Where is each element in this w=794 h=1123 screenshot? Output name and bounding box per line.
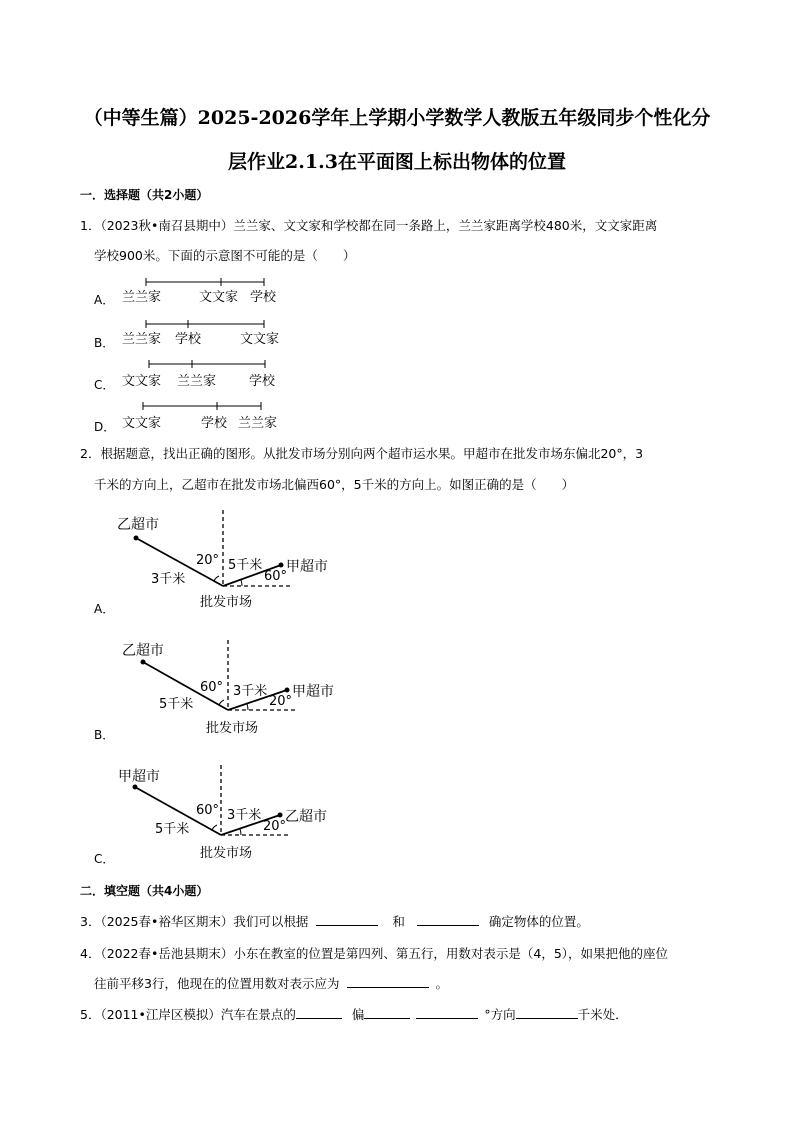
q2-a-right-dist: 5千米 (228, 558, 263, 573)
q1-option-a-label-2: 文文家 (199, 290, 239, 305)
q1-option-d-label-1: 文文家 (122, 416, 162, 431)
question-3 (80, 907, 589, 937)
q1-option-d-line (137, 400, 267, 412)
q2-option-b-letter[interactable]: B． (94, 728, 115, 742)
q2-a-right-angle: 60° (264, 569, 288, 584)
q2-c-left-angle: 60° (196, 803, 220, 818)
q3-blank-2[interactable] (417, 912, 479, 926)
q4-blank[interactable] (347, 974, 429, 988)
page-title-line1: （中等生篇）2025-2026学年上学期小学数学人教版五年级同步个性化分 (83, 107, 711, 129)
q3-text-3: 确定物体的位置。 (488, 914, 589, 929)
left-point (141, 660, 146, 665)
q5-text-1: 5．（2011•江岸区模拟）汽车在景点的 (80, 1007, 296, 1022)
q2-c-right-angle: 20° (263, 819, 287, 834)
question-2-line1: 2．根据题意，找出正确的图形。从批发市场分别向两个超市运水果。甲超市在批发市场东偏北20°，3 (80, 446, 644, 461)
q1-option-b-label-1: 兰兰家 (122, 332, 162, 347)
q2-b-origin: 批发市场 (206, 721, 259, 736)
right-point (278, 813, 283, 818)
q1-option-a-label-3: 学校 (250, 290, 277, 305)
q1-option-c-letter[interactable]: C． (94, 378, 115, 392)
left-angle-arc (214, 576, 219, 581)
q2-a-origin: 批发市场 (200, 595, 253, 610)
q4-text-2: 。 (435, 976, 448, 991)
q2-option-c-letter[interactable]: C． (94, 852, 115, 866)
q2-c-origin: 批发市场 (200, 846, 253, 861)
q2-b-right-store: 甲超市 (292, 684, 334, 700)
right-angle-arc (247, 704, 248, 710)
q5-blank-3[interactable] (416, 1005, 478, 1019)
q1-option-b-letter[interactable]: B． (94, 336, 115, 350)
q1-option-c-label-3: 学校 (249, 374, 276, 389)
q2-a-left-dist: 3千米 (151, 572, 186, 587)
question-4-line2 (94, 969, 448, 999)
q5-text-2: 偏 (351, 1007, 365, 1022)
q2-option-a-letter[interactable]: A． (94, 602, 115, 616)
right-point (279, 563, 284, 568)
section-fill-heading: 二．填空题（共4小题） (80, 884, 209, 898)
q1-option-a-label-1: 兰兰家 (122, 290, 162, 305)
q2-b-right-angle: 20° (269, 694, 293, 709)
q1-option-d-label-3: 兰兰家 (238, 416, 278, 431)
q1-option-d-label-2: 学校 (201, 416, 228, 431)
q4-text-1: 往前平移3行，他现在的位置用数对表示应为 (94, 976, 340, 991)
q1-option-b-label-2: 学校 (175, 332, 202, 347)
q2-a-right-store: 甲超市 (286, 559, 328, 575)
q3-text-1: 3．（2025春•裕华区期末）我们可以根据 (80, 914, 309, 929)
q1-option-c-label-2: 兰兰家 (177, 374, 217, 389)
q1-option-c-label-1: 文文家 (122, 374, 162, 389)
page-title-line2: 层作业2.1.3在平面图上标出物体的位置 (228, 151, 566, 173)
question-1-line2: 学校900米。下面的示意图不可能的是（ ） (94, 248, 356, 263)
left-point (134, 536, 139, 541)
q2-b-right-dist: 3千米 (233, 684, 268, 699)
q3-blank-1[interactable] (316, 912, 378, 926)
right-angle-arc (241, 580, 242, 586)
q2-b-left-dist: 5千米 (159, 697, 194, 712)
q2-b-left-angle: 60° (200, 680, 224, 695)
q1-option-b-label-3: 文文家 (240, 332, 280, 347)
q1-option-c-line (143, 358, 273, 370)
q2-c-right-store: 乙超市 (285, 809, 327, 825)
q5-blank-4[interactable] (516, 1005, 578, 1019)
question-4-line1: 4．（2022春•岳池县期末）小东在教室的位置是第四列、第五行，用数对表示是（4，5），如果把他的座位 (80, 946, 669, 961)
right-angle-arc (240, 829, 241, 835)
q2-b-left-store: 乙超市 (122, 643, 164, 659)
left-angle-arc (219, 700, 224, 705)
q2-a-left-store: 乙超市 (117, 517, 159, 533)
q5-blank-2[interactable] (364, 1005, 410, 1019)
q2-c-right-dist: 3千米 (227, 808, 262, 823)
question-2-line2: 千米的方向上，乙超市在批发市场北偏西60°，5千米的方向上。如图正确的是（ ） (94, 477, 575, 492)
q5-text-3: °方向 (484, 1007, 516, 1022)
q2-c-left-dist: 5千米 (155, 822, 190, 837)
q1-option-a-letter[interactable]: A． (94, 293, 115, 307)
q5-text-4: 千米处． (577, 1007, 628, 1022)
q1-option-d-letter[interactable]: D． (94, 420, 116, 434)
q2-c-left-store: 甲超市 (118, 769, 160, 785)
question-5 (80, 1000, 628, 1030)
q5-blank-1[interactable] (296, 1005, 342, 1019)
left-angle-arc (212, 825, 217, 830)
q3-text-2: 和 (392, 914, 405, 929)
q2-a-left-angle: 20° (196, 553, 220, 568)
section-choice-heading: 一．选择题（共2小题） (80, 188, 209, 202)
right-point (285, 688, 290, 693)
question-1-line1: 1．（2023秋•南召县期中）兰兰家、文文家和学校都在同一条路上，兰兰家距离学校480米，文文家距离 (80, 218, 658, 233)
